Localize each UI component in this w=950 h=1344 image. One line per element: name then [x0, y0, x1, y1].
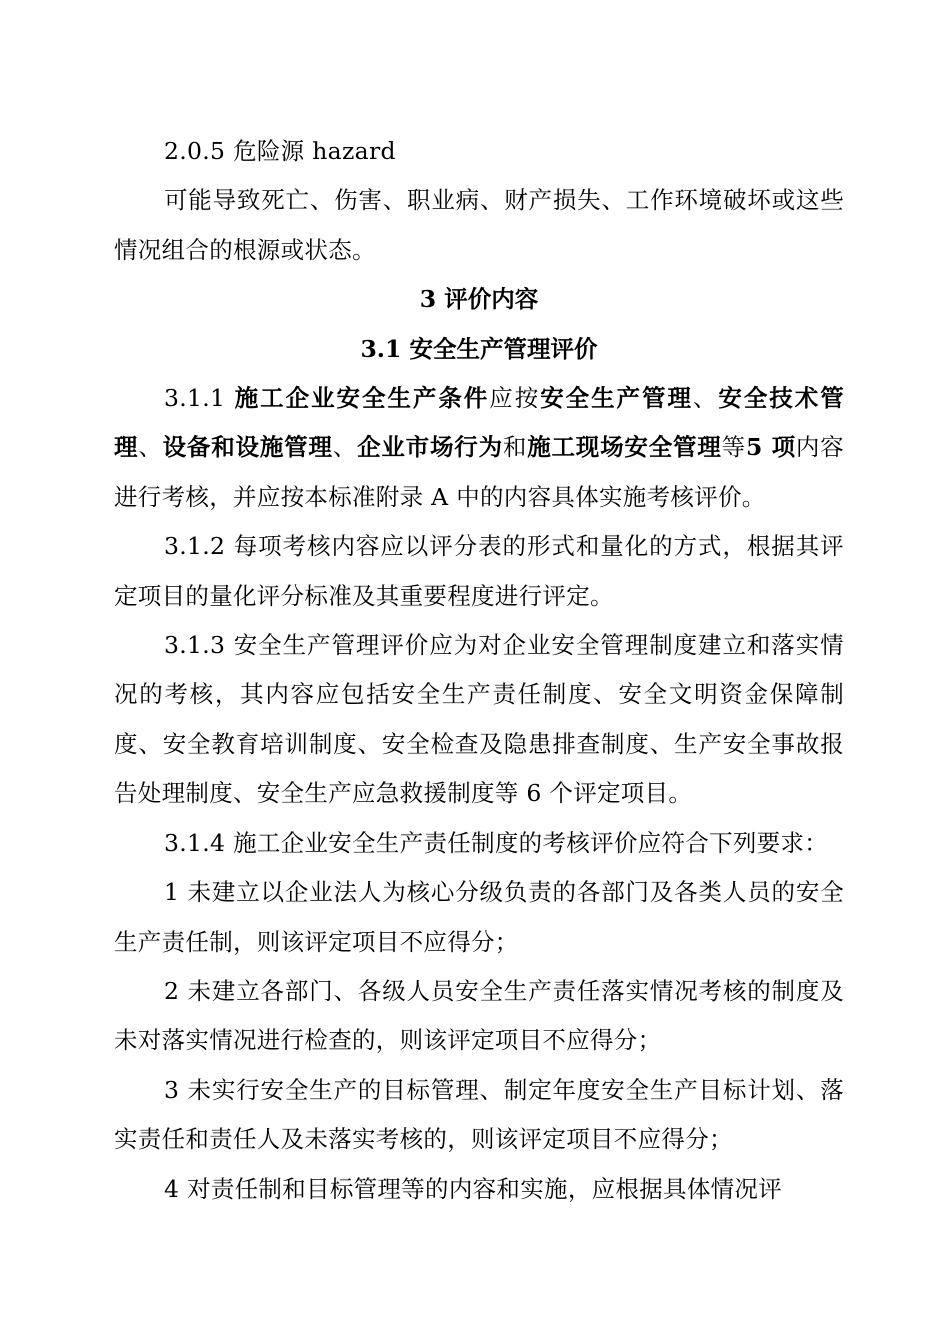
- clause-3-1-3: 3.1.3 安全生产管理评价应为对企业安全管理制度建立和落实情况的考核，其内容应包括安全生产责任制度、安全文明资金保障制度、安全教育培训制度、安全检查及隐患排查制度、生产安全事故报告处理制度、安全生产应急救援制度等 6 个评定项目。: [114, 631, 844, 808]
- bold-term: 施工企业安全生产条件: [234, 384, 490, 413]
- clause-text: 、: [692, 384, 719, 413]
- clause-text: 、: [138, 433, 163, 462]
- bold-term: 5 项: [745, 433, 796, 462]
- clause-text: 内容进行考核，并应按本标准附录 A 中的内容具体实施考核评价。: [114, 433, 844, 511]
- clause-3-1-1: [114, 374, 844, 522]
- bold-term: 施工现场安全管理: [527, 433, 722, 462]
- bold-term: 安全技术管理: [114, 384, 845, 462]
- clause-3-1-2: 3.1.2 每项考核内容应以评分表的形式和量化的方式，根据其评定项目的量化评分标准及其重要程度进行评定。: [114, 532, 844, 610]
- list-item: 2 未建立各部门、各级人员安全生产责任落实情况考核的制度及未对落实情况进行检查的，则该评定项目不应得分；: [114, 976, 844, 1055]
- document-page: [114, 127, 844, 1214]
- bold-term: 设备和设施管理: [162, 433, 333, 462]
- term-definition: 可能导致死亡、伤害、职业病、财产损失、工作环境破坏或这些情况组合的根源或状态。: [114, 186, 844, 264]
- term-label: 2.0.5 危险源 hazard: [164, 137, 396, 165]
- list-item: 4 对责任制和目标管理等的内容和实施，应根据具体情况评: [164, 1174, 783, 1203]
- clause-text: 等: [721, 433, 746, 462]
- list-item: 1 未建立以企业法人为核心分级负责的各部门及各类人员的安全生产责任制，则该评定项目不应得分；: [114, 878, 844, 956]
- chapter-title: 3 评价内容: [419, 285, 539, 314]
- list-item: 3 未实行安全生产的目标管理、制定年度安全生产目标计划、落实责任和责任人及未落实考核的，则该评定项目不应得分；: [114, 1075, 844, 1154]
- clause-text: 应按: [489, 384, 541, 413]
- clause-3-1-4: 3.1.4 施工企业安全生产责任制度的考核评价应符合下列要求：: [164, 828, 829, 857]
- section-title: 3.1 安全生产管理评价: [360, 334, 598, 363]
- bold-term: 安全生产管理: [540, 384, 693, 413]
- clause-text: 、: [332, 433, 358, 462]
- clause-text: 和: [502, 433, 528, 462]
- bold-term: 企业市场行为: [357, 433, 503, 462]
- clause-number: 3.1.1: [164, 384, 235, 413]
